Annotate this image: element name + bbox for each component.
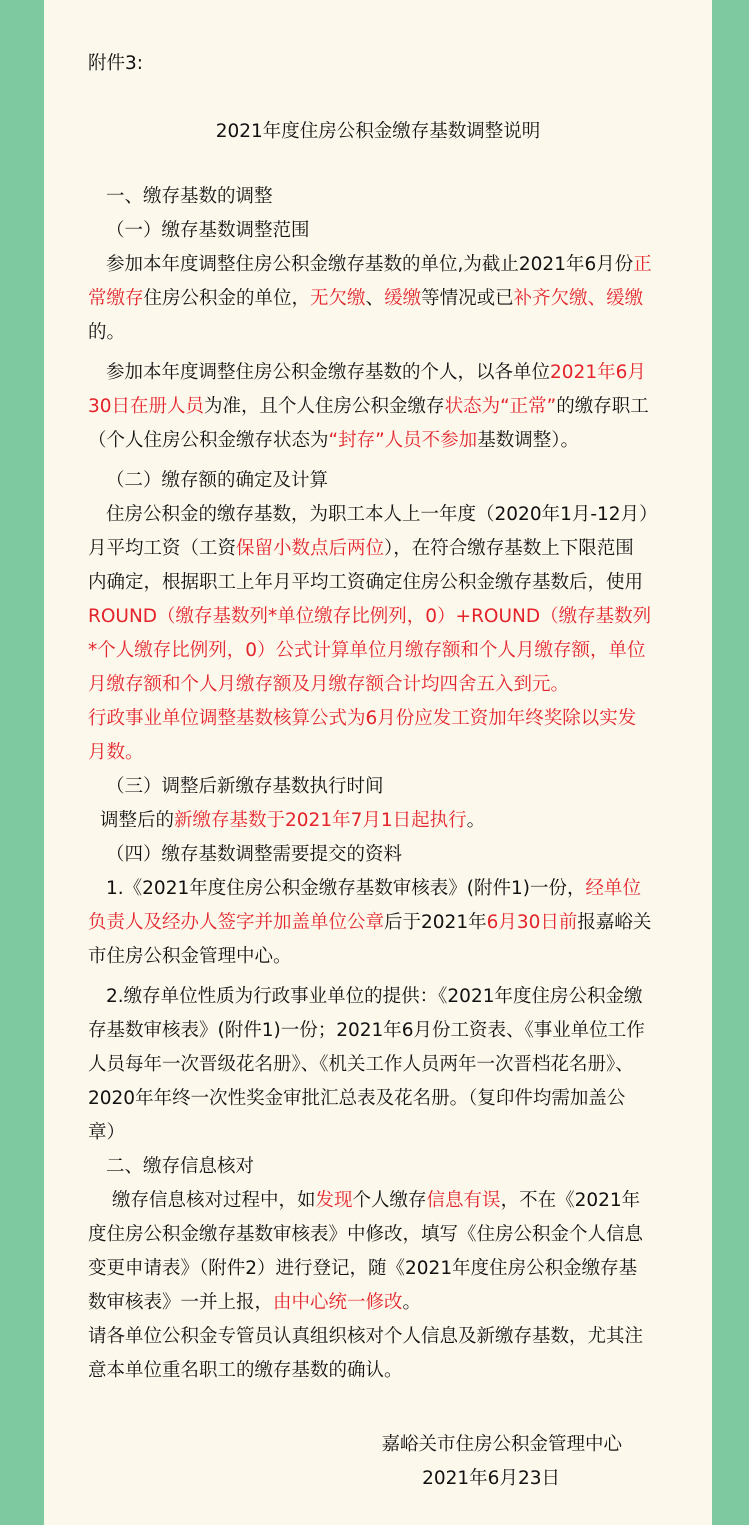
document-body bbox=[88, 180, 652, 1388]
paragraph-materials-2 bbox=[88, 980, 652, 1150]
subsection-heading-1-3: （三）调整后新缴存基数执行时间 bbox=[106, 776, 384, 797]
body-text: 基数调整）。 bbox=[477, 430, 579, 451]
highlight-text: 行政事业单位调整基数核算公式为6月份应发工资加年终奖除以实发月数。 bbox=[88, 708, 637, 763]
body-text: 1.《2021年度住房公积金缴存基数审核表》(附件1)一份， bbox=[106, 878, 586, 899]
subsection-heading-1-1: （一）缴存基数调整范围 bbox=[106, 220, 310, 241]
highlight-text: “封存”人员不参加 bbox=[328, 430, 478, 451]
section-heading-2: 二、缴存信息核对 bbox=[106, 1156, 255, 1177]
paragraph-materials-1 bbox=[88, 872, 652, 974]
highlight-text: 发现 bbox=[315, 1190, 353, 1211]
highlight-text: 由中心统一修改 bbox=[273, 1292, 403, 1313]
highlight-text: 2021年6月30日在册人员 bbox=[88, 362, 646, 417]
body-text: 。 bbox=[466, 810, 486, 831]
paragraph-admin-formula bbox=[88, 702, 652, 770]
body-text: 住房公积金的单位， bbox=[143, 288, 311, 309]
body-text: 报嘉峪关市住房公积金管理中心。 bbox=[88, 912, 652, 967]
signature-org: 嘉峪关市住房公积金管理中心 bbox=[381, 1434, 622, 1455]
highlight-text: 缓缴 bbox=[384, 288, 422, 309]
body-text: 的。 bbox=[88, 322, 126, 343]
paragraph-effective-date bbox=[88, 804, 652, 838]
body-text: 为准，且个人住房公积金缴存 bbox=[204, 396, 445, 417]
body-text: 参加本年度调整住房公积金缴存基数的单位,为截止2021年6月份 bbox=[106, 254, 634, 275]
body-text: 的缴存职工（个人住房公积金缴存状态为 bbox=[88, 396, 649, 451]
body-text: 。 bbox=[402, 1292, 422, 1313]
highlight-text: 新缴存基数于2021年7月1日起执行 bbox=[174, 810, 467, 831]
body-text: 、 bbox=[365, 288, 385, 309]
body-text: 个人缴存 bbox=[352, 1190, 427, 1211]
document-page bbox=[44, 0, 712, 1525]
body-text: 调整后的 bbox=[100, 810, 175, 831]
body-text: 缴存信息核对过程中，如 bbox=[112, 1190, 316, 1211]
signature-block bbox=[381, 1428, 622, 1496]
paragraph-info-check bbox=[88, 1184, 652, 1320]
body-text: 2.缴存单位性质为行政事业单位的提供：《2021年度住房公积金缴存基数审核表》(附件1)一份；2021年6月份工资表、《事业单位工作人员每年一次晋级花名册》、《机关工作人员两年一次晋档花名册》、2020年年终一次性奖金审批汇总表及花名册。（复印件均需加盖公章） bbox=[88, 986, 645, 1143]
paragraph-individual-scope bbox=[88, 356, 652, 458]
body-text: ），在符合缴存基数上下限范围内确定，根据职工上年月平均工资确定住房公积金缴存基数后，使用 bbox=[88, 538, 644, 593]
highlight-text: 经单位负责人及经办人签字并加盖单位公章 bbox=[88, 878, 641, 933]
subsection-heading-1-2: （二）缴存额的确定及计算 bbox=[106, 470, 329, 491]
paragraph-calculation bbox=[88, 498, 652, 702]
highlight-text: 6月30日前 bbox=[486, 912, 578, 933]
section-heading-1: 一、缴存基数的调整 bbox=[106, 186, 273, 207]
body-text: 等情况或已 bbox=[421, 288, 514, 309]
body-text: 参加本年度调整住房公积金缴存基数的个人，以各单位 bbox=[106, 362, 551, 383]
highlight-text: 无欠缴 bbox=[310, 288, 366, 309]
highlight-text: 保留小数点后两位 bbox=[236, 538, 385, 559]
document-title: 2021年度住房公积金缴存基数调整说明 bbox=[215, 121, 541, 142]
signature-date: 2021年6月23日 bbox=[422, 1468, 560, 1489]
highlight-text: 补齐欠缴、缓缴 bbox=[513, 288, 644, 309]
paragraph-unit-scope bbox=[88, 248, 652, 350]
highlight-text: ROUND（缴存基数列*单位缴存比例列，0）+ROUND（缴存基数列*个人缴存比例列，0）公式计算单位月缴存额和个人月缴存额，单位月缴存额和个人月缴存额及月缴存额合计均四舍五入到元。 bbox=[88, 606, 652, 695]
highlight-text: 信息有误 bbox=[426, 1190, 501, 1211]
highlight-text: 状态为“正常” bbox=[444, 396, 557, 417]
body-text: 请各单位公积金专管员认真组织核对个人信息及新缴存基数，尤其注意本单位重名职工的缴存基数的确认。 bbox=[88, 1326, 644, 1381]
body-text: ，不在《2021年度住房公积金缴存基数审核表》中修改，填写《住房公积金个人信息变更申请表》（附件2）进行登记，随《2021年度住房公积金缴存基数审核表》一并上报， bbox=[88, 1190, 644, 1313]
body-text: 后于2021年 bbox=[384, 912, 487, 933]
body-text: 住房公积金的缴存基数，为职工本人上一年度（2020年1月-12月）月平均工资（工资 bbox=[88, 504, 649, 559]
highlight-text: 正常缴存 bbox=[88, 254, 652, 309]
attachment-label: 附件3: bbox=[88, 53, 144, 74]
subsection-heading-1-4: （四）缴存基数调整需要提交的资料 bbox=[106, 844, 403, 865]
paragraph-reminder bbox=[88, 1320, 652, 1388]
